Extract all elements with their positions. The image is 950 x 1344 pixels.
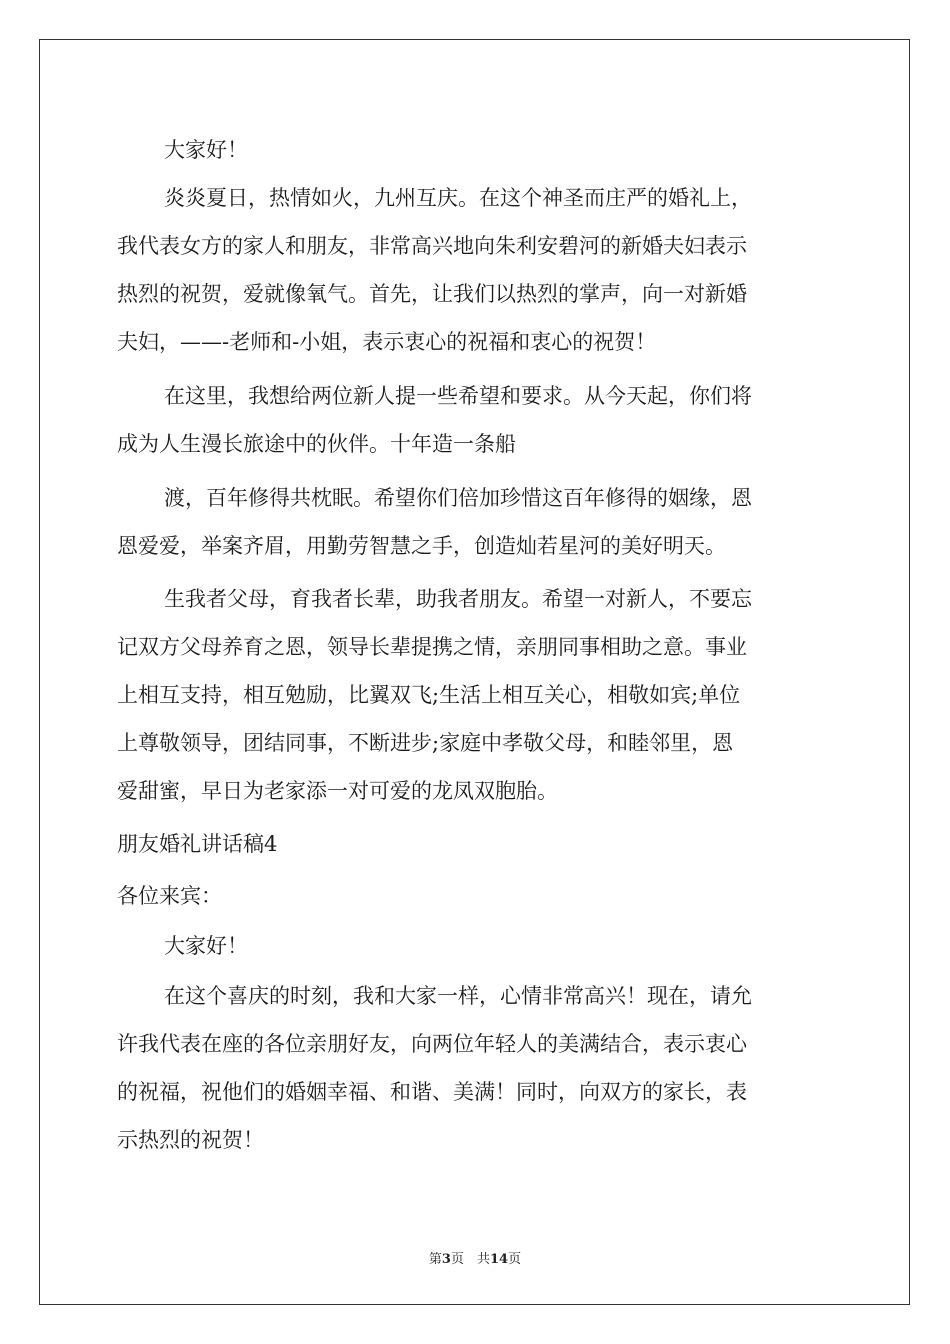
page-footer xyxy=(0,1248,950,1267)
line-7: 成为人生漫长旅途中的伙伴。十年造一条船 xyxy=(117,432,516,456)
footer-page-number: 3 xyxy=(441,1252,451,1267)
line-10: 生我者父母，育我者长辈，助我者朋友。希望一对新人，不要忘 xyxy=(164,587,752,611)
line-21: 示热烈的祝贺！ xyxy=(117,1128,264,1152)
line-4: 热烈的祝贺，爱就像氧气。首先，让我们以热烈的掌声，向一对新婚 xyxy=(117,282,747,306)
line-8: 渡，百年修得共枕眠。希望你们倍加珍惜这百年修得的姻缘，恩 xyxy=(164,486,752,510)
section-heading: 朋友婚礼讲话稿4 xyxy=(117,832,278,856)
line-13: 上尊敬领导，团结同事，不断进步;家庭中孝敬父母，和睦邻里，恩 xyxy=(117,731,734,755)
line-3: 我代表女方的家人和朋友，非常高兴地向朱利安碧河的新婚夫妇表示 xyxy=(117,234,747,258)
line-18: 在这个喜庆的时刻，我和大家一样，心情非常高兴！现在，请允 xyxy=(164,984,752,1008)
line-9: 恩爱爱，举案齐眉，用勤劳智慧之手，创造灿若星河的美好明天。 xyxy=(117,534,726,558)
footer-prefix: 第 xyxy=(428,1252,442,1267)
salutation: 各位来宾： xyxy=(117,884,222,908)
footer-suffix: 页 xyxy=(508,1252,522,1267)
line-19: 许我代表在座的各位亲朋好友，向两位年轻人的美满结合，表示衷心 xyxy=(117,1032,747,1056)
line-12: 上相互支持，相互勉励，比翼双飞;生活上相互关心，相敬如宾;单位 xyxy=(117,683,741,707)
line-5: 夫妇，——-老师和-小姐，表示衷心的祝福和衷心的祝贺！ xyxy=(117,330,657,354)
line-2: 炎炎夏日，热情如火，九州互庆。在这个神圣而庄严的婚礼上， xyxy=(164,186,752,210)
line-20: 的祝福，祝他们的婚姻幸福、和谐、美满！同时，向双方的家长，表 xyxy=(117,1080,747,1104)
line-1: 大家好！ xyxy=(164,138,248,162)
footer-mid: 页 共 xyxy=(450,1252,490,1267)
line-11: 记双方父母养育之恩，领导长辈提携之情，亲朋同事相助之意。事业 xyxy=(117,635,747,659)
line-17: 大家好！ xyxy=(164,934,248,958)
line-6: 在这里，我想给两位新人提一些希望和要求。从今天起，你们将 xyxy=(164,384,752,408)
footer-total-pages: 14 xyxy=(489,1252,509,1267)
line-14: 爱甜蜜，早日为老家添一对可爱的龙凤双胞胎。 xyxy=(117,779,558,803)
